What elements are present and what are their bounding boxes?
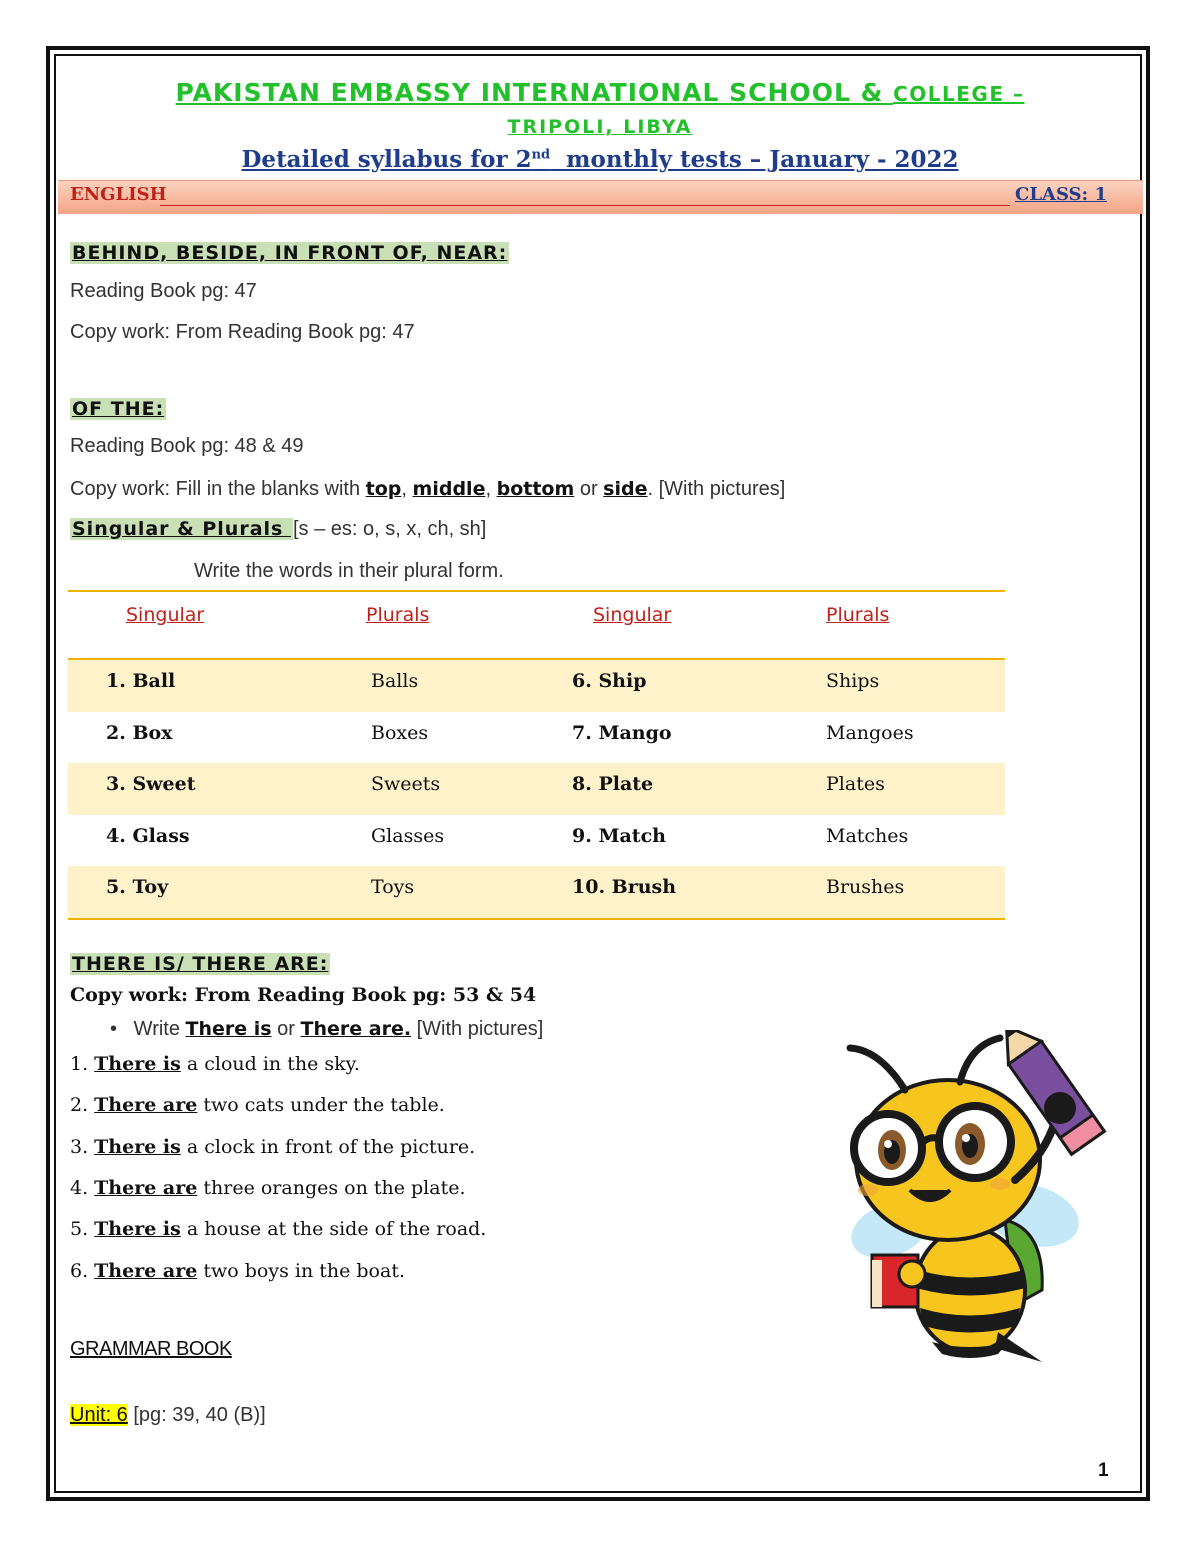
col-header-singular-1: Singular <box>126 604 205 626</box>
section-heading-there-is: THERE IS/ THERE ARE: <box>72 953 329 975</box>
subject-underline <box>160 205 1010 206</box>
sentence-item: 4. There are three oranges on the plate. <box>70 1177 466 1199</box>
grammar-book-title: GRAMMAR BOOK <box>70 1338 232 1360</box>
col-header-singular-2: Singular <box>593 604 672 626</box>
sentence-item: 1. There is a cloud in the sky. <box>70 1053 360 1075</box>
reading-book-line: Reading Book pg: 47 <box>70 280 257 302</box>
col-header-plurals-2: Plurals <box>826 604 890 626</box>
plural-rule: [s – es: o, s, x, ch, sh] <box>292 518 487 540</box>
bee-with-pencil-icon <box>820 1030 1120 1370</box>
school-name: PAKISTAN EMBASSY INTERNATIONAL SCHOOL & COLLEGE – <box>175 78 1025 107</box>
copy-work-there-is: Copy work: From Reading Book pg: 53 & 54 <box>70 984 537 1006</box>
table-row: 1. Ball Balls 6. Ship Ships <box>68 660 1005 712</box>
bullet-icon: • <box>110 1018 134 1040</box>
copy-work-fill-blanks: Copy work: Fill in the blanks with top, middle, bottom or side. [With pictures] <box>70 478 786 500</box>
sentence-item: 6. There are two boys in the boat. <box>70 1260 405 1282</box>
plural-instruction: Write the words in their plural form. <box>194 560 504 582</box>
plurals-table <box>68 590 1005 920</box>
reading-book-line-2: Reading Book pg: 48 & 49 <box>70 435 304 457</box>
grammar-unit-line: Unit: 6 [pg: 39, 40 (B)] <box>70 1404 266 1426</box>
bullet-instruction: • Write There is or There are. [With pictures] <box>110 1018 544 1040</box>
section-heading-plurals: Singular & Plurals <box>72 518 291 540</box>
unit-highlight: Unit: 6 <box>70 1404 128 1426</box>
sentence-item: 5. There is a house at the side of the road. <box>70 1218 487 1240</box>
section-heading-plurals-line <box>70 518 486 541</box>
table-row: 5. Toy Toys 10. Brush Brushes <box>68 866 1005 918</box>
page-number: 1 <box>1098 1460 1109 1481</box>
section-heading-of-the: OF THE: <box>72 398 165 420</box>
col-header-plurals-1: Plurals <box>366 604 430 626</box>
table-row: 2. Box Boxes 7. Mango Mangoes <box>106 721 914 744</box>
table-row: 4. Glass Glasses 9. Match Matches <box>106 824 909 847</box>
sentence-item: 3. There is a clock in front of the picture. <box>70 1136 476 1158</box>
table-bottom-rule <box>68 918 1005 920</box>
syllabus-title: Detailed syllabus for 2nd monthly tests – January - 2022 <box>241 146 959 173</box>
school-location: TRIPOLI, LIBYA <box>507 116 693 138</box>
section-heading-prepositions: BEHIND, BESIDE, IN FRONT OF, NEAR: <box>72 242 508 264</box>
class-label: CLASS: 1 <box>1015 184 1107 205</box>
subject-bar <box>58 180 1143 214</box>
copy-work-line: Copy work: From Reading Book pg: 47 <box>70 321 415 343</box>
table-row: 3. Sweet Sweets 8. Plate Plates <box>68 763 1005 815</box>
subject-label: ENGLISH <box>70 184 167 205</box>
table-header <box>68 592 1005 660</box>
sentence-item: 2. There are two cats under the table. <box>70 1094 445 1116</box>
